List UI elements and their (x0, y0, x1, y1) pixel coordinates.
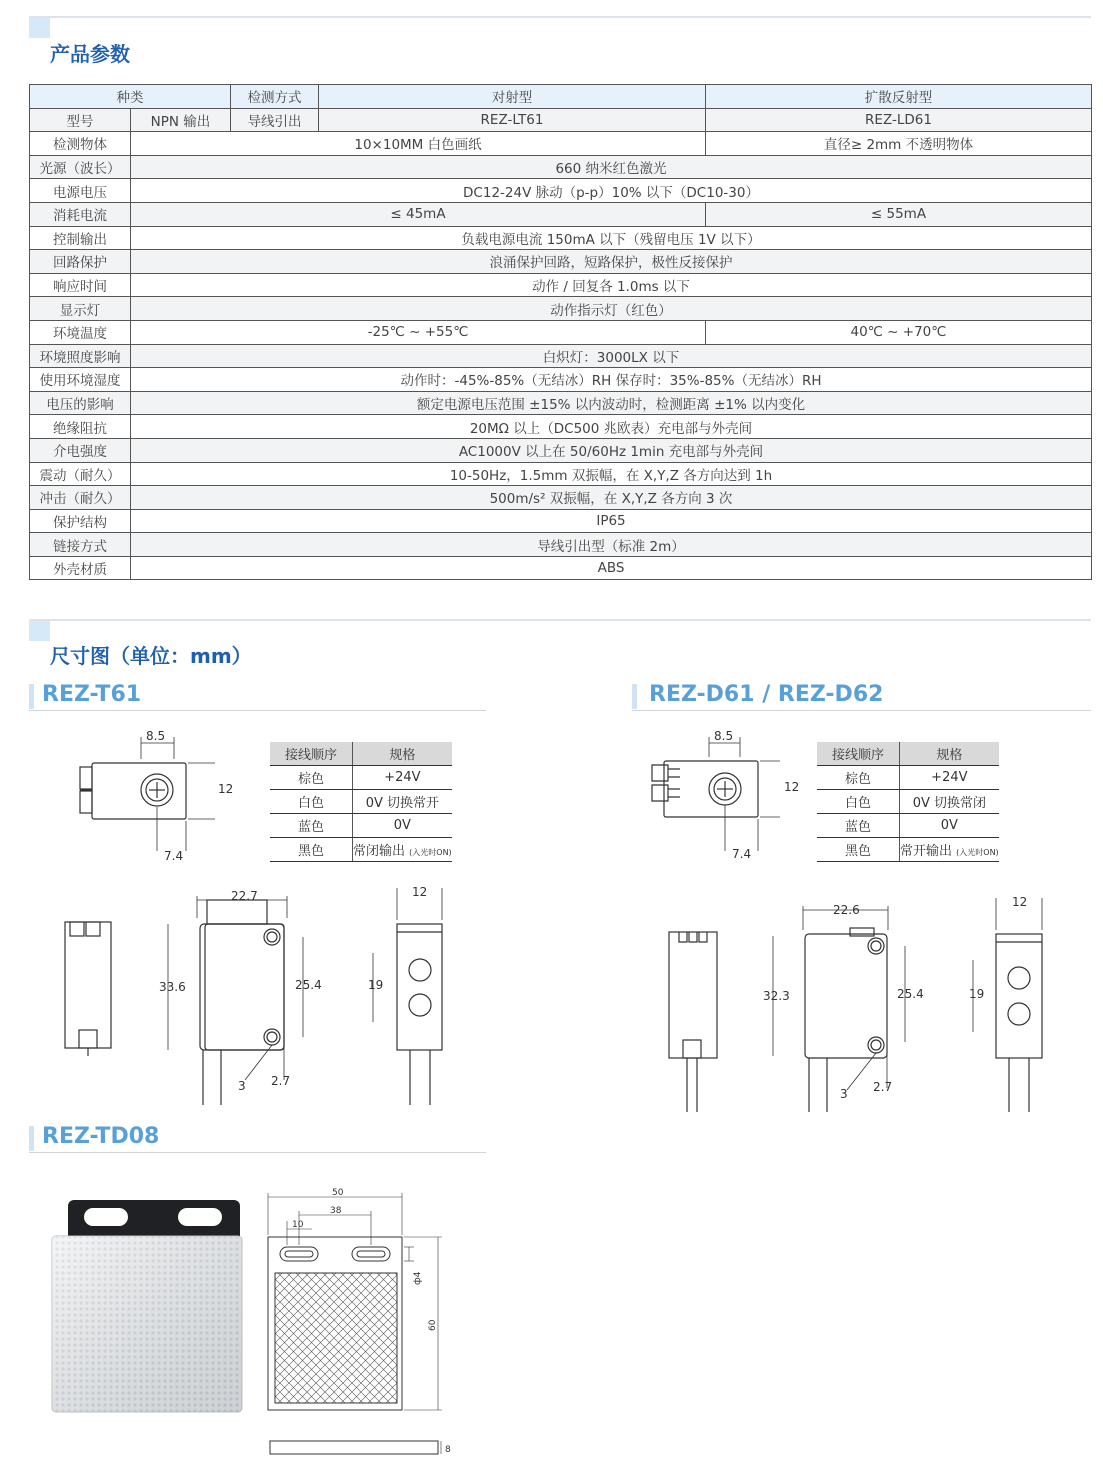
table-row (30, 250, 1092, 274)
dim-label: 8.5 (714, 729, 734, 743)
table-row (30, 486, 1092, 510)
table-row (817, 838, 999, 862)
cell-value: 10-50Hz，1.5mm 双振幅，在 X,Y,Z 各方向达到 1h (131, 462, 1092, 486)
dim-label: 7.4 (732, 847, 752, 861)
wire-note: (入光时ON) (409, 848, 452, 857)
dim-label: 25.4 (897, 987, 924, 1001)
cell-label: 环境照度影响 (30, 344, 131, 368)
td08-drawing (262, 1185, 462, 1460)
cell-label: 检测物体 (30, 132, 131, 156)
cell-value: 动作 / 回复各 1.0ms 以下 (131, 273, 1092, 297)
wire-color: 棕色 (270, 766, 353, 790)
cell-label: 绝缘阻抗 (30, 415, 131, 439)
cell-label: 消耗电流 (30, 202, 131, 226)
cell-value: 导线引出型（标准 2m） (131, 533, 1092, 557)
table-row (30, 273, 1092, 297)
table-row (30, 462, 1092, 486)
section-divider (29, 16, 1091, 18)
wire-color: 黑色 (270, 838, 353, 862)
dim-label: 19 (969, 987, 985, 1001)
section-marker (29, 621, 50, 641)
dim-label: 8.5 (146, 729, 166, 743)
table-row (30, 438, 1092, 462)
header-detect-method: 检测方式 (231, 85, 319, 109)
wire-color: 白色 (270, 790, 353, 814)
model-title-td08: REZ-TD08 (42, 1124, 160, 1149)
dim-label: 8 (445, 1445, 451, 1455)
wire-spec: +24V (900, 766, 999, 790)
wire-color: 蓝色 (270, 814, 353, 838)
table-row (817, 814, 999, 838)
cell-value: 负载电源电流 150mA 以下（残留电压 1V 以下） (131, 226, 1092, 250)
cell-label: 光源（波长） (30, 155, 131, 179)
cell-label: 环境温度 (30, 320, 131, 344)
t61-side-views-drawing (55, 880, 475, 1110)
cell-value: 20MΩ 以上（DC500 兆欧表）充电部与外壳间 (131, 415, 1092, 439)
cell-label: 型号 (30, 108, 131, 132)
header-through-beam: 对射型 (319, 85, 706, 109)
cell-label: 回路保护 (30, 250, 131, 274)
table-row (270, 838, 452, 862)
wire-color: 黑色 (817, 838, 900, 862)
cell-label: 电源电压 (30, 179, 131, 203)
dim-label: 60 (428, 1319, 438, 1331)
cell-label: 使用环境湿度 (30, 368, 131, 392)
table-row (30, 85, 1092, 109)
table-row (270, 790, 452, 814)
cell-label: 震动（耐久） (30, 462, 131, 486)
table-row (30, 391, 1092, 415)
cell-label: 显示灯 (30, 297, 131, 321)
wire-color: 白色 (817, 790, 900, 814)
table-row (30, 556, 1092, 580)
cell-value: 白炽灯：3000LX 以下 (131, 344, 1092, 368)
dim-label: 10 (292, 1220, 304, 1230)
cell-value: ABS (131, 556, 1092, 580)
model-title-marker (29, 684, 34, 709)
wire-color: 棕色 (817, 766, 900, 790)
table-row (30, 533, 1092, 557)
table-row (30, 155, 1092, 179)
table-row (30, 509, 1092, 533)
cell-value: ≤ 45mA (131, 202, 706, 226)
cell-value: AC1000V 以上在 50/60Hz 1min 充电部与外壳间 (131, 438, 1092, 462)
dim-label: 2.7 (271, 1074, 291, 1088)
cell-label: 响应时间 (30, 273, 131, 297)
table-row (30, 179, 1092, 203)
cell-label: 电压的影响 (30, 391, 131, 415)
wire-spec: 0V 切换常闭 (900, 790, 999, 814)
wiring-table-t61 (270, 742, 452, 862)
model-title-d61: REZ-D61 / REZ-D62 (649, 682, 884, 707)
dim-label: 33.6 (159, 980, 186, 994)
table-row (30, 108, 1092, 132)
dim-label: ф4 (413, 1271, 423, 1285)
table-row (30, 297, 1092, 321)
cell-label: 链接方式 (30, 533, 131, 557)
model-title-underline (29, 1152, 486, 1153)
table-row (30, 320, 1092, 344)
cell-label: 介电强度 (30, 438, 131, 462)
dim-label: 3 (238, 1079, 246, 1093)
dim-label: 25.4 (295, 978, 322, 992)
dim-label: 3 (840, 1087, 848, 1101)
wiring-table-d61 (817, 742, 999, 862)
cell-value: 660 纳米红色激光 (131, 155, 1092, 179)
model-title-underline (29, 710, 486, 711)
cell-value: -25℃ ~ +55℃ (131, 320, 706, 344)
table-row (30, 368, 1092, 392)
cell-value: 动作指示灯（红色） (131, 297, 1092, 321)
cell-value: DC12-24V 脉动（p-p）10% 以下（DC10-30） (131, 179, 1092, 203)
cell-value: 直径≥ 2mm 不透明物体 (706, 132, 1092, 156)
params-section-title: 产品参数 (50, 42, 130, 66)
model-title-t61: REZ-T61 (42, 682, 142, 707)
table-row (30, 344, 1092, 368)
header-diffuse: 扩散反射型 (706, 85, 1092, 109)
table-row (817, 766, 999, 790)
wire-note: (入光时ON) (956, 848, 999, 857)
d61-top-view-drawing (640, 725, 820, 865)
cell-value: NPN 输出 (131, 108, 231, 132)
model-title-underline (632, 710, 1091, 711)
cell-value: 10×10MM 白色画纸 (131, 132, 706, 156)
td08-reflector-photo (48, 1198, 246, 1418)
wiring-header: 接线顺序 (270, 742, 353, 766)
cell-value: 额定电源电压范围 ±15% 以内波动时，检测距离 ±1% 以内变化 (131, 391, 1092, 415)
table-row (30, 226, 1092, 250)
wiring-header: 接线顺序 (817, 742, 900, 766)
table-row (270, 814, 452, 838)
wire-spec-cell (900, 838, 999, 862)
cell-label: 保护结构 (30, 509, 131, 533)
dim-label: 32.3 (763, 989, 790, 1003)
header-kind: 种类 (30, 85, 231, 109)
t61-top-view-drawing (70, 725, 250, 865)
dim-label: 38 (330, 1206, 342, 1216)
dim-label: 2.7 (873, 1080, 893, 1094)
spec-table (29, 84, 1092, 580)
dim-label: 19 (368, 978, 384, 992)
wire-spec: 0V (353, 814, 452, 838)
section-marker (29, 18, 50, 38)
dim-label: 12 (218, 782, 234, 796)
cell-value: REZ-LT61 (319, 108, 706, 132)
cell-value: 500m/s² 双振幅，在 X,Y,Z 各方向 3 次 (131, 486, 1092, 510)
dimensions-section-title: 尺寸图（单位：mm） (50, 644, 252, 668)
cell-value: REZ-LD61 (706, 108, 1092, 132)
wire-color: 蓝色 (817, 814, 900, 838)
section-divider (29, 619, 1091, 621)
wire-spec: 常闭输出 (353, 844, 406, 859)
wire-spec: 0V 切换常开 (353, 790, 452, 814)
wire-spec: +24V (353, 766, 452, 790)
wire-spec-cell (353, 838, 452, 862)
cell-label: 外壳材质 (30, 556, 131, 580)
dim-label: 12 (412, 885, 428, 899)
cell-value: 导线引出 (231, 108, 319, 132)
table-row (817, 790, 999, 814)
dim-label: 12 (1012, 895, 1028, 909)
model-title-marker (632, 684, 637, 709)
wiring-header: 规格 (900, 742, 999, 766)
cell-value: 40℃ ~ +70℃ (706, 320, 1092, 344)
dim-label: 50 (332, 1188, 344, 1198)
wire-spec: 0V (900, 814, 999, 838)
table-row (30, 132, 1092, 156)
table-row (270, 766, 452, 790)
d61-side-views-drawing (655, 890, 1075, 1120)
dim-label: 22.6 (833, 903, 860, 917)
table-row (270, 742, 452, 766)
cell-value: 动作时：-45%-85%（无结冰）RH 保存时：35%-85%（无结冰）RH (131, 368, 1092, 392)
dim-label: 12 (784, 780, 800, 794)
cell-label: 冲击（耐久） (30, 486, 131, 510)
table-row (30, 415, 1092, 439)
wire-spec: 常开输出 (900, 844, 953, 859)
dim-label: 7.4 (164, 849, 184, 863)
dim-label: 22.7 (231, 889, 258, 903)
cell-value: 浪涌保护回路，短路保护，极性反接保护 (131, 250, 1092, 274)
cell-value: IP65 (131, 509, 1092, 533)
table-row (817, 742, 999, 766)
table-row (30, 202, 1092, 226)
cell-label: 控制输出 (30, 226, 131, 250)
cell-value: ≤ 55mA (706, 202, 1092, 226)
wiring-header: 规格 (353, 742, 452, 766)
model-title-marker (29, 1126, 34, 1151)
